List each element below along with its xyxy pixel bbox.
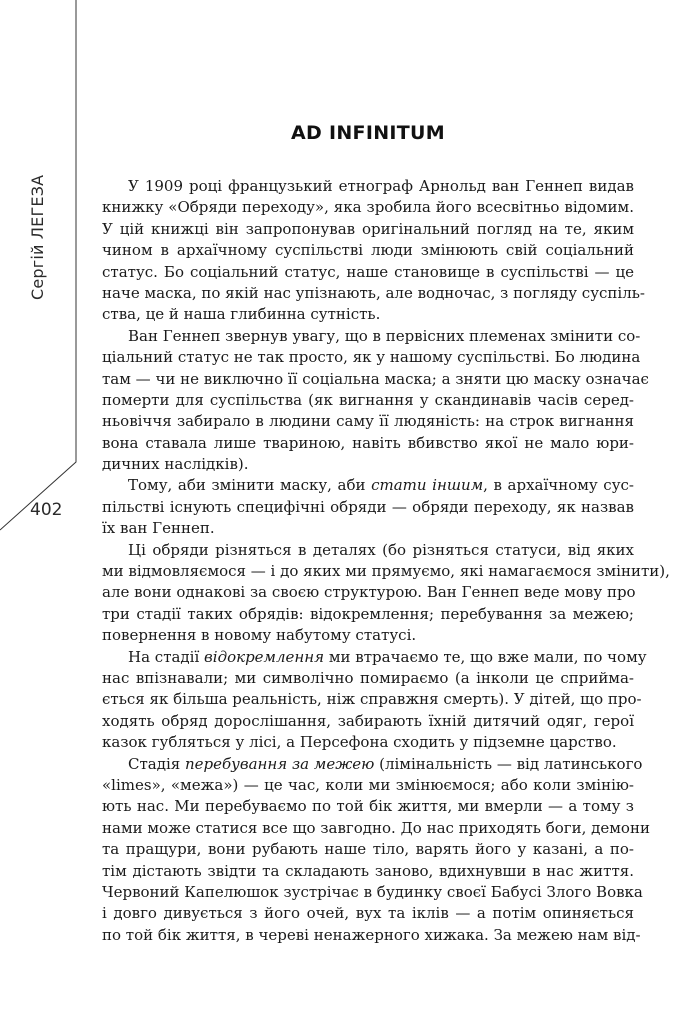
text-segment: їх ван Геннеп. — [102, 519, 215, 538]
text-line — [102, 839, 634, 860]
text-line — [102, 754, 643, 775]
text-segment: (лімінальність — від латинського — [374, 754, 643, 773]
text-line — [102, 540, 634, 561]
text-line — [102, 625, 634, 646]
italic-phrase: стати іншим — [371, 476, 484, 495]
text-segment: пільстві існують специфічні обряди — обряди переходу, як назвав — [102, 497, 634, 516]
text-line — [102, 219, 634, 240]
running-head-author: Сергій ЛЕГЕЗА — [28, 174, 47, 300]
text-line — [102, 304, 634, 325]
body-text — [102, 176, 670, 946]
text-line — [102, 668, 634, 689]
text-line — [102, 711, 634, 732]
text-segment: ства, це й наша глибинна сутність. — [102, 305, 381, 324]
text-segment: ходять обряд дорослішання, забирають їхній дитячий одяг, герої — [102, 711, 634, 730]
text-line — [102, 433, 634, 454]
text-line — [102, 262, 634, 283]
text-segment: наче маска, по якій нас упізнають, але водночас, з погляду суспіль- — [102, 283, 645, 302]
text-line — [102, 240, 634, 261]
text-segment: Тому, аби змінити маску, аби — [128, 476, 372, 495]
text-line — [102, 561, 670, 582]
text-segment: померти для суспільства (як вигнання у скандинавів часів серед- — [102, 390, 634, 409]
text-segment: казок губляться у лісі, а Персефона сходить у підземне царство. — [102, 733, 617, 752]
text-line — [102, 925, 641, 946]
text-segment: нас впізнавали; ми символічно помираємо (а інколи це сприйма- — [102, 668, 634, 687]
text-segment: Стадія — [128, 754, 185, 773]
text-segment: ють нас. Ми перебуваємо по той бік життя, ми вмерли — а тому з — [102, 797, 634, 816]
text-segment: повернення в новому набутому статусі. — [102, 626, 417, 645]
italic-phrase: відокремлення — [204, 647, 325, 666]
text-segment: і довго дивується з його очей, вух та іклів — а потім опиняється — [102, 904, 634, 923]
text-line — [102, 454, 634, 475]
text-segment: ньовіччя забирало в людини саму її людяність: на строк вигнання — [102, 412, 634, 431]
text-segment: чином в архаїчному суспільстві люди змінюють свій соціальний — [102, 241, 634, 260]
text-line — [102, 861, 634, 882]
chapter-title: AD INFINITUM — [291, 122, 445, 144]
text-line — [102, 197, 634, 218]
text-segment: нами може статися все що завгодно. До нас приходять боги, демони — [102, 818, 650, 837]
text-line — [102, 283, 645, 304]
text-line — [102, 689, 642, 710]
text-segment: ється як більша реальність, ніж справжня смерть). У дітей, що про- — [102, 690, 642, 709]
text-line — [102, 347, 641, 368]
text-line — [102, 369, 649, 390]
text-segment: «limes», «межа») — це час, коли ми змінюємося; або коли змінію- — [102, 775, 634, 794]
text-segment: ми втрачаємо те, що вже мали, по чому — [324, 647, 647, 666]
text-segment: але вони однакові за своєю структурою. Ван Геннеп веде мову про — [102, 583, 636, 602]
text-segment: Ці обряди різняться в деталях (бо різняться статуси, від яких — [128, 540, 634, 559]
text-segment: та пращури, вони рубають наше тіло, варять його у казані, а по- — [102, 840, 634, 859]
text-line — [102, 903, 634, 924]
text-line — [102, 411, 634, 432]
text-segment: ціальний статус не так просто, як у нашому суспільстві. Бо людина — [102, 348, 641, 367]
text-segment: На стадії — [128, 647, 205, 666]
text-line — [102, 326, 641, 347]
text-line — [102, 582, 634, 603]
text-segment: У цій книжці він запропонував оригінальний погляд на те, яким — [102, 219, 634, 238]
text-line — [102, 176, 634, 197]
text-segment: У 1909 році французький етнограф Арнольд ван Геннеп видав — [128, 177, 634, 195]
text-segment: Ван Геннеп звернув увагу, що в первісних племенах змінити со- — [128, 326, 641, 345]
text-line — [102, 775, 634, 796]
text-segment: тім дістають звідти та складають заново, вдихнувши в нас життя. — [102, 861, 634, 880]
text-segment: по той бік життя, в череві ненажерного хижака. За межею нам від- — [102, 925, 641, 944]
text-line — [102, 818, 650, 839]
text-segment: книжку «Обряди переходу», яка зробила його всесвітньо відомим. — [102, 198, 634, 217]
italic-phrase: перебування за межею — [184, 754, 375, 773]
text-line — [102, 604, 634, 625]
text-segment: , в архаїчному сус- — [483, 476, 634, 495]
text-segment: статус. Бо соціальний статус, наше становище в суспільстві — це — [102, 262, 634, 281]
text-segment: три стадії таких обрядів: відокремлення; перебування за межею; — [102, 604, 634, 623]
text-line — [102, 497, 634, 518]
text-segment: дичних наслідків). — [102, 455, 249, 474]
text-line — [102, 518, 634, 539]
text-line — [102, 475, 634, 496]
text-segment: там — чи не виключно її соціальна маска; а зняти цю маску означає — [102, 369, 649, 388]
text-segment: ми відмовляємося — і до яких ми прямуємо, які намагаємося змінити), — [102, 562, 670, 581]
text-line — [102, 796, 634, 817]
text-line — [102, 882, 643, 903]
text-line — [102, 390, 634, 411]
text-line — [102, 647, 647, 668]
page-number: 402 — [30, 500, 63, 520]
text-segment: Червоний Капелюшок зустрічає в будинку своєї Бабусі Злого Вовка — [102, 882, 643, 901]
text-segment: вона ставала лише твариною, навіть вбивство якої не мало юри- — [102, 433, 634, 452]
text-line — [102, 732, 634, 753]
